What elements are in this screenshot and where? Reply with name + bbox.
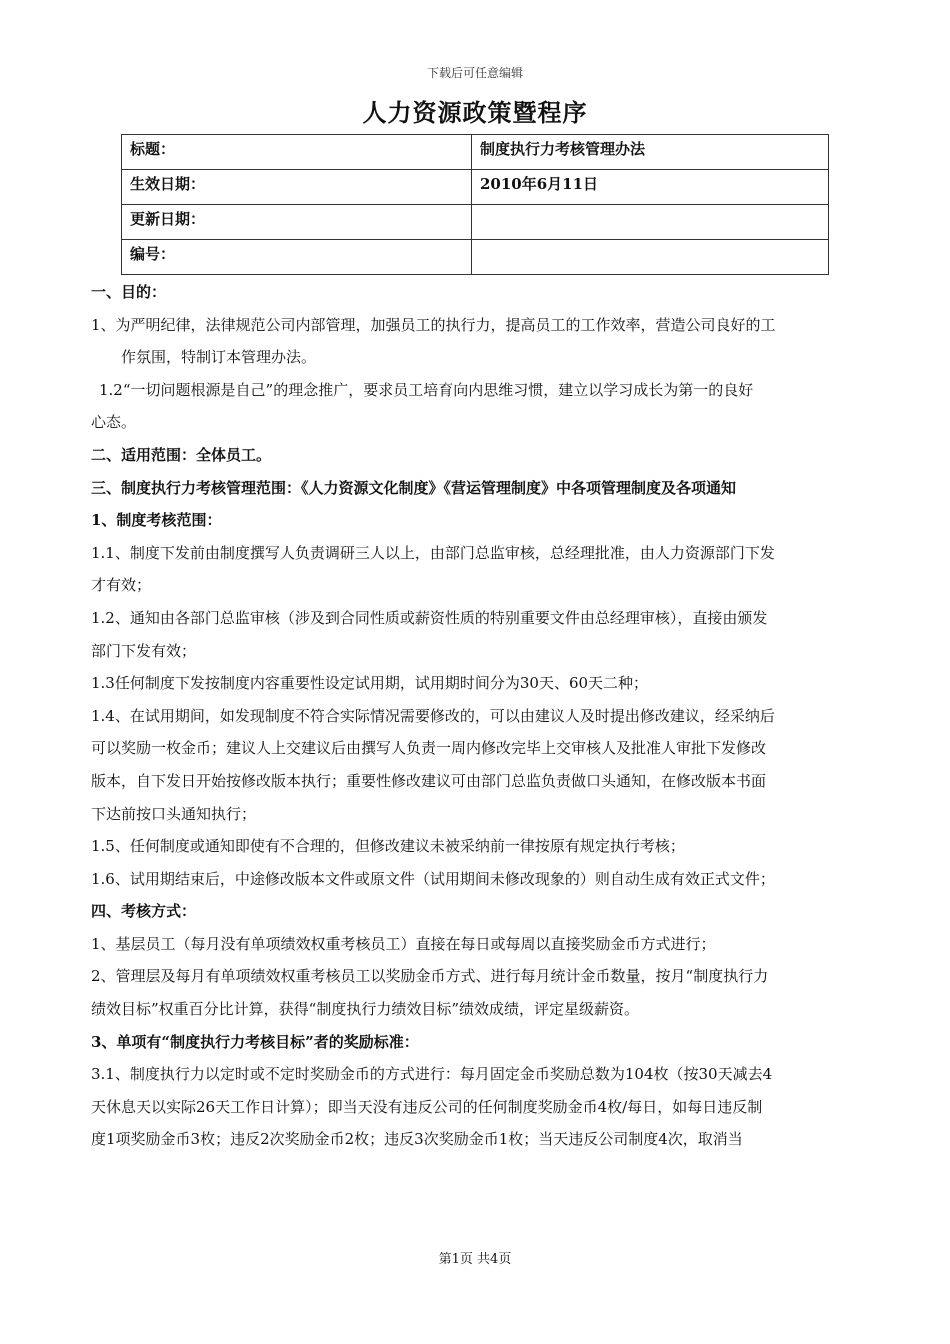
effective-date-label: 生效日期： — [122, 170, 472, 205]
title-value: 制度执行力考核管理办法 — [472, 135, 829, 170]
paragraph-line: 1.2、通知由各部门总监审核（涉及到合同性质或薪资性质的特别重要文件由总经理审核），直接由颁发 — [91, 608, 768, 627]
paragraph-line: 1、为严明纪律，法律规范公司内部管理，加强员工的执行力，提高员工的工作效率，营造公司良好的工 — [91, 315, 776, 334]
paragraph-line: 可以奖励一枚金币；建议人上交建议后由撰写人负责一周内修改完毕上交审核人及批准人审批下发修改 — [91, 739, 767, 758]
paragraph-line: 1、基层员工（每月没有单项绩效权重考核员工）直接在每日或每周以直接奖励金币方式进行； — [91, 934, 716, 953]
section-heading: 四、考核方式： — [91, 902, 197, 921]
subsection-heading: 3、单项有“制度执行力考核目标”者的奖励标准： — [91, 1032, 419, 1051]
update-date-label: 更新日期： — [122, 205, 472, 240]
number-label: 编号： — [122, 240, 472, 275]
page-footer: 第1页 共4页 — [438, 1252, 512, 1267]
document-body — [91, 276, 861, 1156]
document-info-table — [121, 134, 829, 275]
header-note: 下载后可任意编辑 — [426, 66, 523, 80]
number-value — [472, 240, 829, 275]
paragraph-line: 版本，自下发日开始按修改版本执行；重要性修改建议可由部门总监负责做口头通知，在修改版本书面 — [91, 771, 767, 790]
paragraph-line: 下达前按口头通知执行； — [91, 804, 257, 823]
paragraph-line: 1.3任何制度下发按制度内容重要性设定试用期，试用期时间分为30天、60天二种； — [91, 674, 649, 693]
paragraph-line: 才有效； — [91, 576, 152, 595]
section-heading: 三、制度执行力考核管理范围：《人力资源文化制度》《营运管理制度》中各项管理制度及各项通知 — [91, 478, 737, 497]
subsection-heading: 1、制度考核范围： — [91, 511, 222, 530]
paragraph-line: 部门下发有效； — [91, 641, 197, 660]
paragraph-line: 1.6、试用期结束后，中途修改版本文件或原文件（试用期间未修改现象的）则自动生成有效正式文件； — [91, 869, 775, 888]
document-title: 人力资源政策暨程序 — [362, 98, 588, 127]
table-row — [122, 240, 829, 275]
section-heading: 一、目的： — [91, 283, 167, 301]
paragraph-line: 1.2“一切问题根源是自己”的理念推广，要求员工培育向内思维习惯，建立以学习成长为第一的良好 — [99, 380, 754, 399]
effective-date-value: 2010年6月11日 — [472, 170, 829, 205]
paragraph-line: 度1项奖励金币3枚；违反2次奖励金币2枚；违反3次奖励金币1枚；当天违反公司制度4次，取消当 — [91, 1130, 743, 1149]
title-label: 标题： — [122, 135, 472, 170]
paragraph-line: 绩效目标”权重百分比计算，获得“制度执行力绩效目标”绩效成绩，评定星级薪资。 — [91, 1000, 640, 1019]
paragraph-line: 1.4、在试用期间，如发现制度不符合实际情况需要修改的，可以由建议人及时提出修改建议，经采纳后 — [91, 706, 775, 725]
section-heading: 二、适用范围：全体员工。 — [91, 445, 272, 464]
table-row — [122, 205, 829, 240]
paragraph-line: 2、管理层及每月有单项绩效权重考核员工以奖励金币方式、进行每月统计金币数量，按月“制度执行力 — [91, 967, 769, 986]
paragraph-line: 心态。 — [91, 413, 137, 432]
paragraph-line: 天休息天以实际26天工作日计算）；即当天没有违反公司的任何制度奖励金币4枚/每日，如每日违反制 — [91, 1097, 763, 1116]
table-row — [122, 135, 829, 170]
paragraph-line: 3.1、制度执行力以定时或不定时奖励金币的方式进行：每月固定金币奖励总数为104枚（按30天减去4 — [91, 1065, 773, 1084]
table-row — [122, 170, 829, 205]
update-date-value — [472, 205, 829, 240]
paragraph-line: 作氛围，特制订本管理办法。 — [121, 348, 317, 367]
paragraph-line: 1.5、任何制度或通知即使有不合理的，但修改建议未被采纳前一律按原有规定执行考核； — [91, 837, 685, 856]
paragraph-line: 1.1、制度下发前由制度撰写人负责调研三人以上，由部门总监审核，总经理批准，由人力资源部门下发 — [91, 543, 775, 562]
